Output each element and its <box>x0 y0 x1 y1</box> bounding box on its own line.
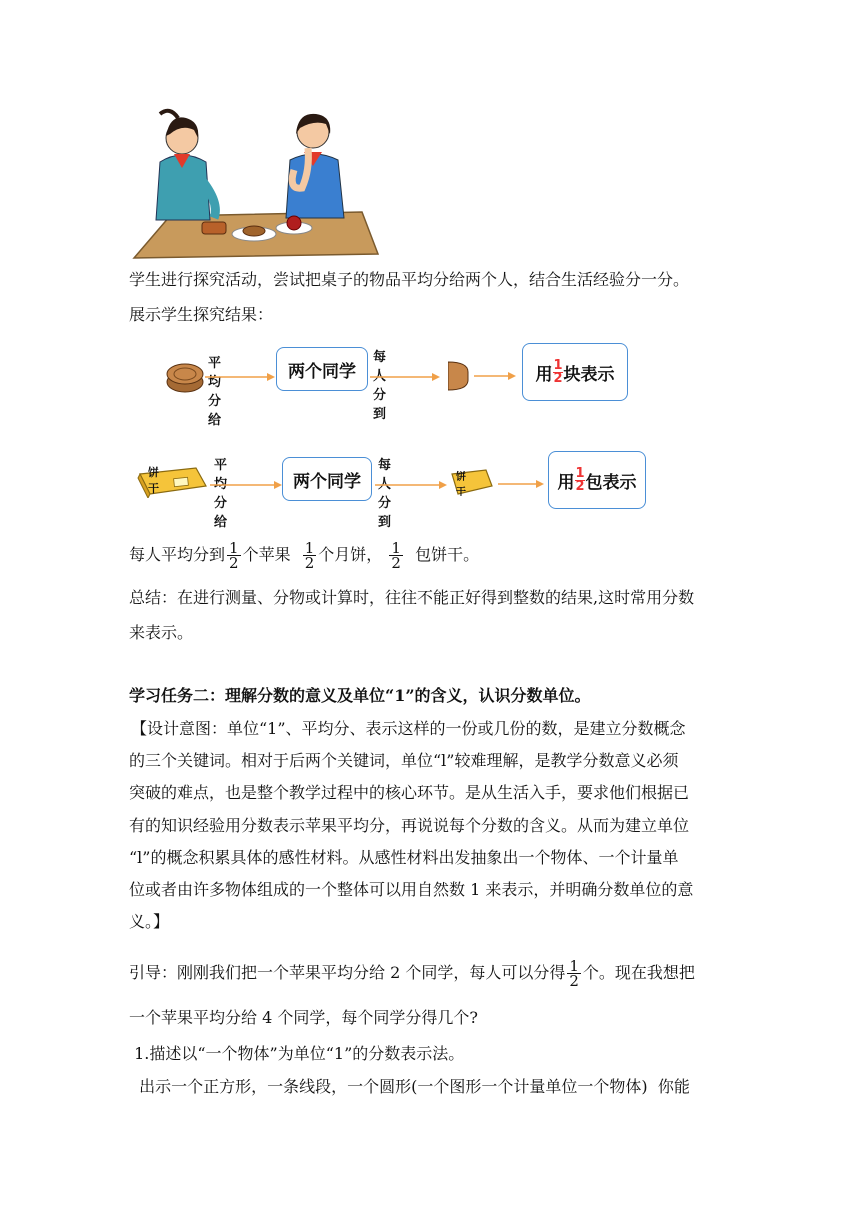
biscuit-prefix: 用 <box>557 472 575 493</box>
guide-suffix: 个。现在我想把 <box>582 963 695 982</box>
guide-line-1 <box>129 956 695 990</box>
intro-line-1: 学生进行探究活动，尝试把桌子的物品平均分给两个人，结合生活经验分一分。 <box>129 270 690 289</box>
design-line-5: “l”的概念积累具体的感性材料。从感性材料出发抽象出一个物体、一个计量单 <box>129 848 679 867</box>
arrow-label-each-gets: 每人分到 <box>378 458 392 530</box>
design-line-1: 【设计意图：单位“1”、平均分、表示这样的一份或几份的数，是建立分数概念 <box>131 719 686 738</box>
box-biscuit-representation <box>548 451 646 509</box>
guide-prefix: 引导：刚刚我们把一个苹果平均分给 2 个同学，每人可以分得 <box>129 963 566 982</box>
result-apple: 个苹果 <box>242 545 291 564</box>
biscuit-suffix: 包表示 <box>585 472 637 493</box>
arrow-label-average: 平均分给 <box>214 458 228 530</box>
fraction-half: $\frac{1}{2}$ <box>229 539 239 572</box>
design-line-3: 突破的难点，也是整个教学过程中的核心环节。是从生活入手，要求他们根据已 <box>129 783 690 802</box>
mooncake-icon <box>165 360 205 394</box>
item-1-detail: 出示一个正方形，一条线段，一个圆形(一个图形一个计量单位一个物体) 你能 <box>129 1077 690 1096</box>
design-line-6: 位或者由许多物体组成的一个整体可以用自然数 1 来表示，并明确分数单位的意 <box>129 880 694 899</box>
task2-heading: 学习任务二：理解分数的意义及单位“1”的含义，认识分数单位。 <box>129 686 591 705</box>
result-prefix: 每人平均分到 <box>129 545 226 564</box>
design-line-4: 有的知识经验用分数表示苹果平均分，再说说每个分数的含义。从而为建立单位 <box>129 816 690 835</box>
arrow-icon <box>370 372 440 382</box>
box-two-students: 两个同学 <box>282 457 372 501</box>
summary-line-2: 来表示。 <box>129 623 194 642</box>
box-two-students: 两个同学 <box>276 347 368 391</box>
arrow-icon <box>375 480 447 490</box>
box-mooncake-representation <box>522 343 628 401</box>
arrow-icon <box>474 371 516 381</box>
fraction-half: $\frac{1}{2}$ <box>391 539 401 572</box>
summary-line-1: 总结：在进行测量、分物或计算时，往往不能正好得到整数的结果,这时常用分数 <box>129 588 695 607</box>
item-1: 1.描述以“一个物体”为单位“1”的分数表示法。 <box>129 1044 465 1063</box>
arrow-icon <box>205 372 275 382</box>
arrow-label-each-gets: 每人分到 <box>373 350 387 422</box>
arrow-icon <box>210 480 282 490</box>
result-mooncake: 个月饼， <box>318 545 383 564</box>
half-mooncake-icon <box>448 358 470 392</box>
guide-line-2: 一个苹果平均分给 4 个同学，每个同学分得几个? <box>129 1008 478 1027</box>
fraction-half: $\frac{1}{2}$ <box>569 957 579 990</box>
design-line-2: 的三个关键词。相对于后两个关键词，单位“l”较难理解，是教学分数意义必须 <box>129 751 679 770</box>
biscuit-half-label: 饼干 <box>456 472 466 498</box>
design-line-7: 义。】 <box>129 912 170 931</box>
arrow-icon <box>498 479 544 489</box>
result-line <box>129 538 479 572</box>
mooncake-suffix: 块表示 <box>563 364 615 385</box>
biscuit-pack-icon <box>136 464 208 498</box>
red-fraction: $\frac{1}{2}$ <box>553 357 563 386</box>
red-fraction: $\frac{1}{2}$ <box>575 465 585 494</box>
mooncake-prefix: 用 <box>535 364 553 385</box>
intro-line-2: 展示学生探究结果： <box>129 305 274 324</box>
result-biscuit: 包饼干。 <box>415 545 480 564</box>
illustration-two-girls-table <box>130 108 380 260</box>
fraction-half: $\frac{1}{2}$ <box>304 539 315 572</box>
arrow-label-average: 平均分给 <box>208 356 222 428</box>
biscuit-pack-label: 饼干 <box>148 466 159 495</box>
